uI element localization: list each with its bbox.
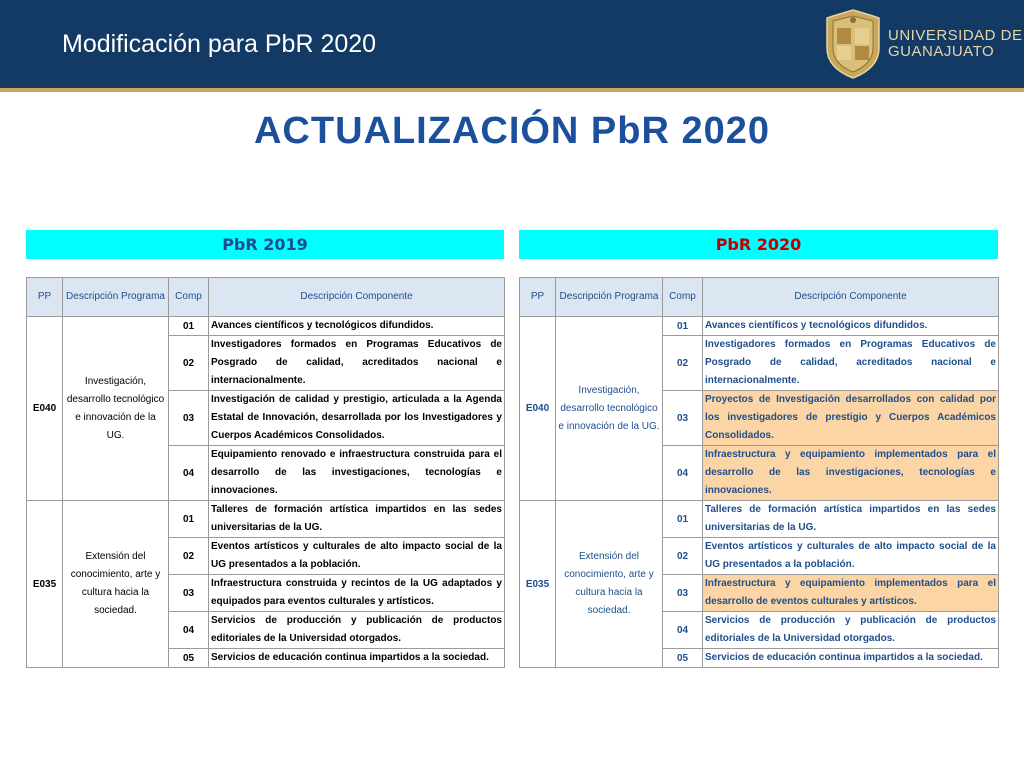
program-description: Extensión del conocimiento, arte y cultura hacia la sociedad. <box>556 501 663 668</box>
table-pbr-2019 <box>26 277 505 668</box>
component-description: Investigadores formados en Programas Educativos de Posgrado de calidad, acreditados nacional e internacionalmente. <box>209 336 505 391</box>
banner-pbr-2020: PbR 2020 <box>519 230 998 259</box>
component-description: Investigación de calidad y prestigio, articulada a la Agenda Estatal de Innovación, desarrollada por los Investigadores y Cuerpos Académicos Consolidados. <box>209 391 505 446</box>
table-pbr-2020 <box>519 277 999 668</box>
university-shield-logo <box>823 8 883 80</box>
component-description: Talleres de formación artística impartidos en las sedes universitarias de la UG. <box>209 501 505 538</box>
pp-code: E035 <box>520 501 556 668</box>
table-header-row <box>27 278 505 317</box>
university-name-line1: UNIVERSIDAD DE <box>888 27 1023 44</box>
component-description: Eventos artísticos y culturales de alto impacto social de la UG presentados a la población. <box>209 538 505 575</box>
component-code: 01 <box>663 501 703 538</box>
component-code: 03 <box>663 575 703 612</box>
table-row <box>27 317 505 336</box>
page-title: ACTUALIZACIÓN PbR 2020 <box>253 110 771 152</box>
column-header-comp: Comp <box>169 278 209 317</box>
header-title: Modificación para PbR 2020 <box>62 30 377 58</box>
component-description-highlighted: Proyectos de Investigación desarrollados con calidad por los investigadores de prestigio y Cuerpos Académicos Consolidados. <box>703 391 999 446</box>
component-code: 01 <box>663 317 703 336</box>
component-description: Servicios de educación continua impartidos a la sociedad. <box>209 649 505 668</box>
component-description: Eventos artísticos y culturales de alto impacto social de la UG presentados a la población. <box>703 538 999 575</box>
column-header-pp: PP <box>27 278 63 317</box>
component-code: 04 <box>663 612 703 649</box>
table-row <box>520 317 999 336</box>
component-description: Equipamiento renovado e infraestructura construida para el desarrollo de las investigaciones, tecnologías e innovaciones. <box>209 446 505 501</box>
component-code: 03 <box>169 575 209 612</box>
column-header-component: Descripción Componente <box>209 278 505 317</box>
component-code: 05 <box>169 649 209 668</box>
column-header-pp: PP <box>520 278 556 317</box>
component-code: 01 <box>169 501 209 538</box>
component-code: 03 <box>169 391 209 446</box>
component-description: Avances científicos y tecnológicos difundidos. <box>209 317 505 336</box>
component-code: 04 <box>169 612 209 649</box>
header-bar <box>0 0 1024 88</box>
component-code: 03 <box>663 391 703 446</box>
table-row <box>27 501 505 538</box>
column-header-comp: Comp <box>663 278 703 317</box>
component-code: 01 <box>169 317 209 336</box>
component-description: Servicios de producción y publicación de productos editoriales de la Universidad otorgados. <box>209 612 505 649</box>
pp-code: E040 <box>520 317 556 501</box>
column-header-program: Descripción Programa <box>556 278 663 317</box>
banner-pbr-2019: PbR 2019 <box>26 230 504 259</box>
program-description: Investigación, desarrollo tecnológico e innovación de la UG. <box>556 317 663 501</box>
table-header-row <box>520 278 999 317</box>
component-code: 02 <box>663 336 703 391</box>
component-description: Investigadores formados en Programas Educativos de Posgrado de calidad, acreditados nacional e internacionalmente. <box>703 336 999 391</box>
university-name-line2: GUANAJUATO <box>888 43 995 60</box>
component-description: Avances científicos y tecnológicos difundidos. <box>703 317 999 336</box>
table-row <box>520 501 999 538</box>
component-description: Infraestructura construida y recintos de la UG adaptados y equipados para eventos culturales y artísticos. <box>209 575 505 612</box>
component-description-highlighted: Infraestructura y equipamiento implementados para el desarrollo de las investigaciones, tecnologías e innovaciones. <box>703 446 999 501</box>
component-code: 02 <box>169 538 209 575</box>
column-header-component: Descripción Componente <box>703 278 999 317</box>
component-code: 02 <box>663 538 703 575</box>
column-header-program: Descripción Programa <box>63 278 169 317</box>
program-description: Investigación, desarrollo tecnológico e innovación de la UG. <box>63 317 169 501</box>
pp-code: E040 <box>27 317 63 501</box>
component-description: Talleres de formación artística impartidos en las sedes universitarias de la UG. <box>703 501 999 538</box>
pp-code: E035 <box>27 501 63 668</box>
component-code: 02 <box>169 336 209 391</box>
component-description-highlighted: Infraestructura y equipamiento implementados para el desarrollo de eventos culturales y artísticos. <box>703 575 999 612</box>
component-code: 04 <box>169 446 209 501</box>
component-code: 04 <box>663 446 703 501</box>
component-description: Servicios de producción y publicación de productos editoriales de la Universidad otorgados. <box>703 612 999 649</box>
university-name <box>888 28 1023 60</box>
header-divider <box>0 88 1024 92</box>
component-code: 05 <box>663 649 703 668</box>
component-description: Servicios de educación continua impartidos a la sociedad. <box>703 649 999 668</box>
program-description: Extensión del conocimiento, arte y cultura hacia la sociedad. <box>63 501 169 668</box>
